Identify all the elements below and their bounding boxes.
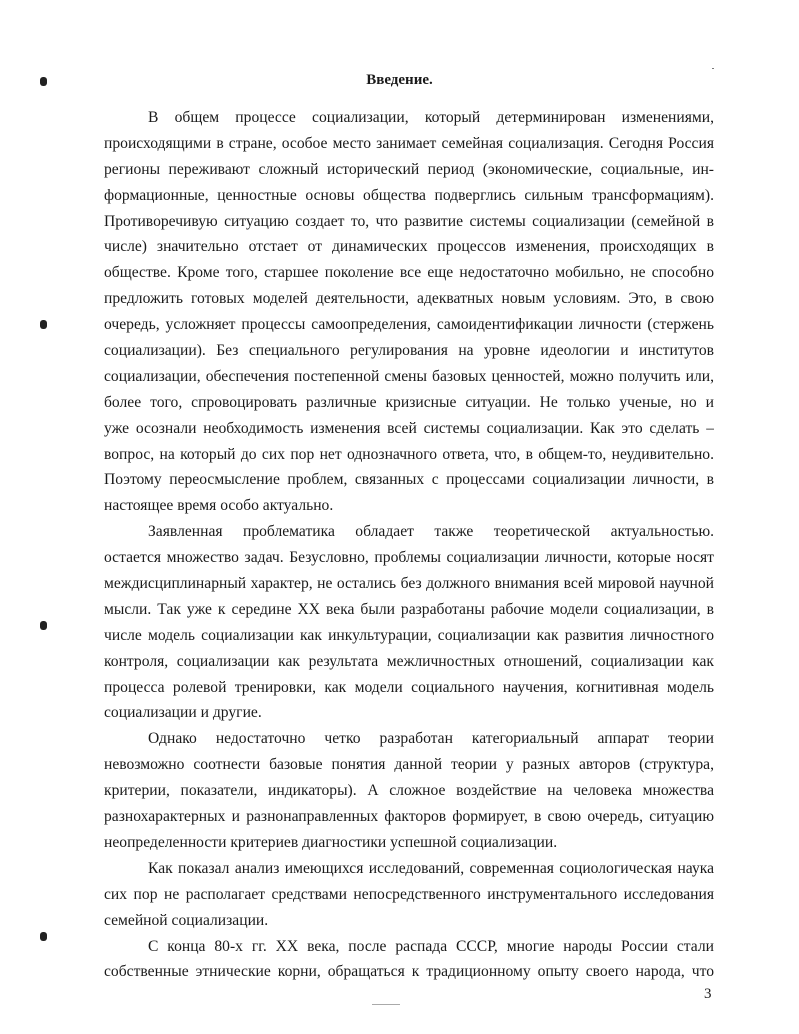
text-line: Однако недостаточно четко разработан категориальный аппарат теории xyxy=(148,730,714,748)
text-line: очередь, усложняет процессы самоопределения, самоидентификации личности (стержень xyxy=(104,316,714,334)
paragraph xyxy=(104,726,714,855)
text-line: формационные, ценностные основы общества подверглись сильным трансформациям). xyxy=(104,186,714,204)
text-line: контроля, социализации как результата межличностных отношений, социализации как xyxy=(104,652,714,670)
text-line: критерии, показатели, индикаторы). А сложное воздействие на человека множества xyxy=(104,782,714,800)
paragraph xyxy=(104,856,714,934)
punch-hole-mark xyxy=(40,621,47,630)
text-line: Заявленная проблематика обладает также теоретической актуальностью. xyxy=(148,523,714,541)
text-line: разнохарактерных и разнонаправленных факторов формирует, в свою очередь, ситуацию xyxy=(104,808,714,826)
paragraph xyxy=(104,934,714,986)
text-line: собственные этнические корни, обращаться к традиционному опыту своего народа, что xyxy=(104,963,714,981)
text-line: социализации, обеспечения постепенной смены базовых ценностей, можно получить или, xyxy=(104,367,714,385)
text-line: происходящими в стране, особое место занимает семейная социализация. Сегодня Россия xyxy=(104,134,714,152)
text-line: настоящее время особо актуально. xyxy=(104,497,334,515)
punch-hole-mark xyxy=(40,320,47,329)
page-number: 3 xyxy=(704,986,712,1002)
text-line: социализации и другие. xyxy=(104,704,262,722)
page-title: Введение. xyxy=(366,72,433,88)
text-line: предложить готовых моделей деятельности, адекватных новым условиям. Это, в свою xyxy=(104,290,714,308)
text-line: регионы переживают сложный исторический период (экономические, социальные, ин- xyxy=(104,160,714,178)
text-line: Противоречивую ситуацию создает то, что развитие системы социализации (семейной в xyxy=(104,212,714,230)
scan-speck xyxy=(712,68,714,69)
text-line: уже осознали необходимость изменения всей системы социализации. Как это сделать – xyxy=(104,419,714,437)
text-line: В общем процессе социализации, который детерминирован изменениями, xyxy=(148,109,714,126)
text-line: обществе. Кроме того, старшее поколение все еще недостаточно мобильно, не способно xyxy=(104,264,714,282)
paragraph xyxy=(104,105,714,519)
scan-speck xyxy=(372,1004,400,1005)
text-line: С конца 80-х гг. XX века, после распада СССР, многие народы России стали xyxy=(148,937,714,955)
text-line: процесса ролевой тренировки, как модели социального научения, когнитивная модель xyxy=(104,678,714,696)
text-line: числе модель социализации как инкультурации, социализации как развития личностного xyxy=(104,626,714,644)
text-line: невозможно соотнести базовые понятия данной теории у разных авторов (структура, xyxy=(104,756,714,774)
text-line: мысли. Так уже к середине XX века были разработаны рабочие модели социализации, в xyxy=(104,600,714,618)
text-line: числе) значительно отстает от динамических процессов изменения, происходящих в xyxy=(104,238,714,256)
document-body xyxy=(104,105,714,985)
text-line: остается множество задач. Безусловно, проблемы социализации личности, которые носят xyxy=(104,549,714,567)
text-line: сих пор не располагает средствами непосредственного инструментального исследования xyxy=(104,885,714,903)
text-line: Как показал анализ имеющихся исследований, современная социологическая наука xyxy=(148,859,714,877)
punch-hole-mark xyxy=(40,77,47,86)
text-line: междисциплинарный характер, не остались без должного внимания всей мировой научной xyxy=(104,575,714,593)
text-line: социализации). Без специального регулирования на уровне идеологии и институтов xyxy=(104,342,714,360)
text-line: семейной социализации. xyxy=(104,911,269,929)
text-line: более того, спровоцировать различные кризисные ситуации. Не только ученые, но и xyxy=(104,393,714,411)
text-line: вопрос, на который до сих пор нет однозначного ответа, что, в общем-то, неудивительно. xyxy=(104,445,714,463)
text-line: Поэтому переосмысление проблем, связанных с процессами социализации личности, в xyxy=(104,471,714,489)
punch-hole-mark xyxy=(40,932,47,941)
paragraph xyxy=(104,519,714,726)
text-line: неопределенности критериев диагностики успешной социализации. xyxy=(104,833,558,851)
